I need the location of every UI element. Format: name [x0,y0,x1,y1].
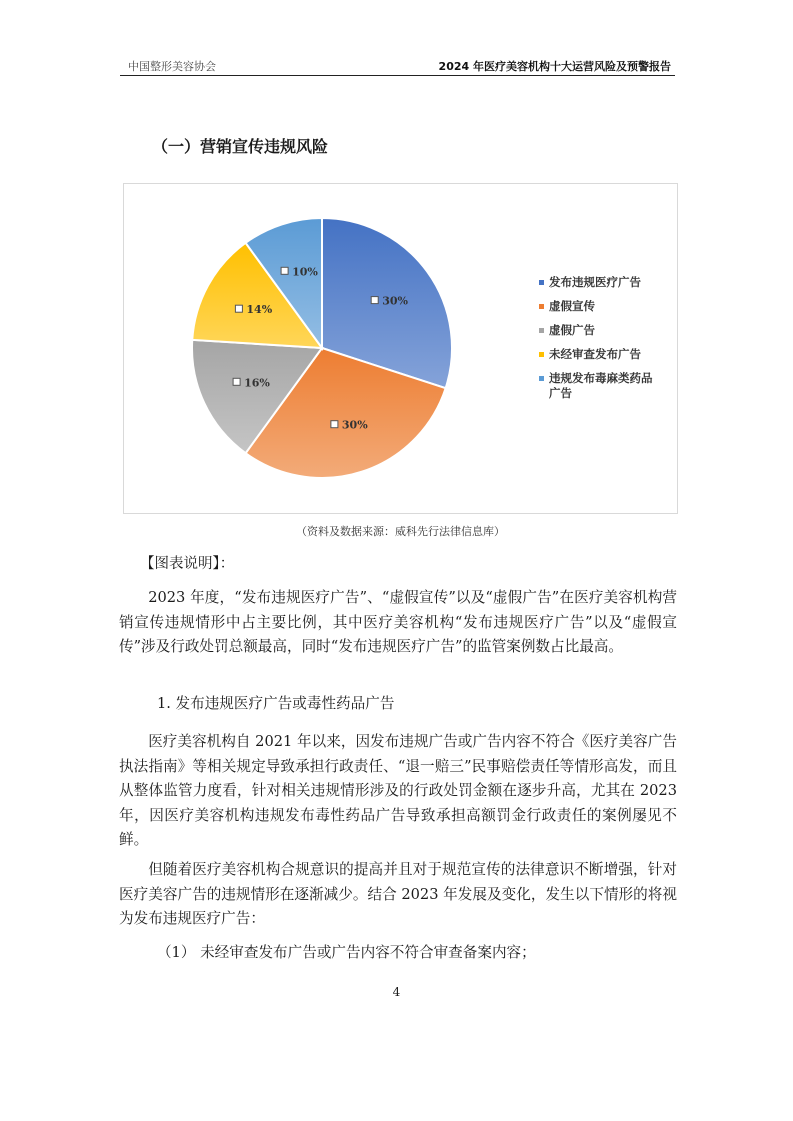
data-label-marker [281,267,288,274]
data-label-marker [331,421,338,428]
pie-data-label: 10% [292,265,318,279]
legend-item [539,371,659,401]
legend-item [539,323,659,338]
legend-item [539,275,659,290]
legend-label: 未经审查发布广告 [549,347,641,361]
page-header [120,56,675,76]
body-paragraph: 医疗美容机构自 2021 年以来，因发布违规广告或广告内容不符合《医疗美容广告执法指南》等相关规定导致承担行政责任、“退一赔三”民事赔偿责任等情形高发，而且从整体监管力度看，针对相关违规情形涉及的行政处罚金额在逐步升高，尤其在 2023 年，因医疗美容机构违规发布毒性药品广告导致承担高额罚金行政责任的案例屡见不鲜。 [119,733,677,848]
header-report-title: 2024 年医疗美容机构十大运营风险及预警报告 [438,60,671,73]
pie-data-label: 30% [382,294,408,308]
legend-label: 发布违规医疗广告 [549,275,641,289]
pie-data-label: 30% [341,418,368,432]
pie-chart-container [123,183,678,514]
list-item: （1） 未经审查发布广告或广告内容不符合审查备案内容； [156,944,536,961]
pie-data-label: 14% [246,303,273,317]
data-label-marker [235,305,242,312]
chart-legend [539,275,659,410]
header-organization: 中国整形美容协会 [128,60,216,73]
section-title: （一）营销宣传违规风险 [152,137,329,156]
data-label-marker [371,297,378,304]
page-number: 4 [392,985,401,999]
legend-item [539,347,659,362]
legend-label: 虚假广告 [549,323,595,337]
legend-swatch [539,304,544,309]
body-paragraph: 2023 年度，“发布违规医疗广告”、“虚假宣传”以及“虚假广告”在医疗美容机构营销宣传违规情形中占主要比例，其中医疗美容机构“发布违规医疗广告”以及“虚假宣传”涉及行政处罚总额最高，同时“发布违规医疗广告”的监管案例数占比最高。 [119,589,677,655]
legend-swatch [539,376,544,381]
data-source-note: （资料及数据来源：威科先行法律信息库） [296,525,505,538]
pie-data-label: 16% [244,376,270,390]
body-paragraph: 但随着医疗美容机构合规意识的提高并且对于规范宣传的法律意识不断增强，针对医疗美容广告的违规情形在逐渐减少。结合 2023 年发展及变化，发生以下情形的将视为发布违规医疗广告： [119,861,677,927]
data-label-marker [233,378,240,385]
legend-label: 虚假宣传 [549,299,595,313]
numbered-subheading: 1. 发布违规医疗广告或毒性药品广告 [156,695,395,712]
legend-swatch [539,280,544,285]
legend-item [539,299,659,314]
legend-swatch [539,352,544,357]
legend-swatch [539,328,544,333]
legend-label: 违规发布毒麻类药品广告 [549,371,653,400]
pie-slices [192,218,452,478]
chart-explanation-label: 【图表说明】： [140,556,235,572]
